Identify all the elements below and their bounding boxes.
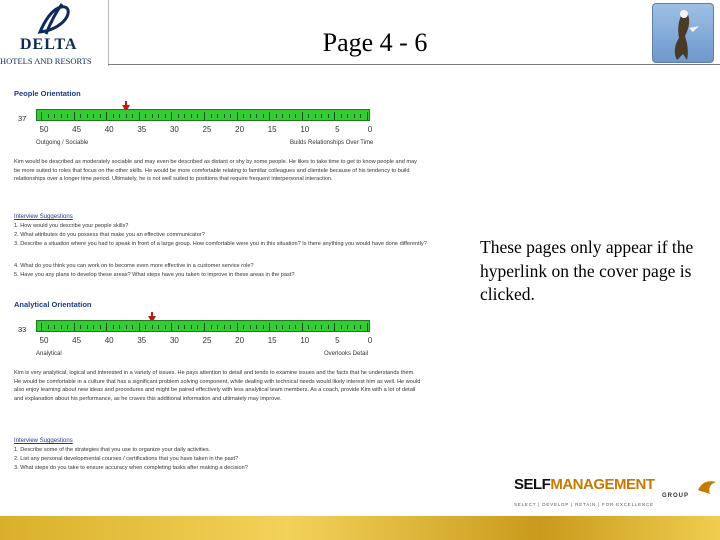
bar-tick — [184, 114, 185, 118]
axis-tick-label: 15 — [267, 336, 277, 345]
bar-tick — [93, 325, 94, 329]
bar-tick — [204, 323, 205, 331]
sm-group-label: GROUP — [662, 493, 690, 499]
bar-tick — [230, 325, 231, 329]
bar-tick — [211, 114, 212, 118]
slide-header — [0, 0, 720, 66]
bar-tick — [321, 114, 322, 118]
axis-left-label-people: Outgoing / Sociable — [36, 140, 89, 146]
axis-tick-label: 35 — [137, 336, 147, 345]
bar-tick — [289, 114, 290, 118]
bar-tick — [191, 325, 192, 329]
bar-tick — [158, 325, 159, 329]
axis-tick-label: 45 — [72, 336, 82, 345]
score-bar-analytical — [36, 320, 370, 332]
bar-tick — [243, 325, 244, 329]
bar-tick — [145, 325, 146, 329]
header-divider-vertical — [108, 0, 109, 66]
bar-tick — [54, 114, 55, 118]
bar-tick — [67, 114, 68, 118]
bar-tick — [289, 325, 290, 329]
summary-paragraph-analytical: Kim is very analytical, logical and interested in a variety of issues. He pays attention to detail and tends to examine issues and the facts that he understands them. He would be comfortable in a culture that has a significant problem solving component, while dealing with technical needs would likely interest him as well. He would also enjoy learning about new ideas and procedures and might be paired effectively with less analytical team members. As a coach, provide Kim with a lot of detail and explanation about his performance, as he craves this additional information and ultimately may improve. — [14, 370, 421, 402]
score-bar-people — [36, 109, 370, 121]
bar-tick — [276, 114, 277, 118]
bar-tick — [367, 112, 368, 120]
bar-tick — [100, 114, 101, 118]
bar-tick — [308, 114, 309, 118]
bar-tick — [197, 325, 198, 329]
report-scan — [0, 66, 440, 516]
bar-tick — [41, 112, 42, 120]
bar-tick — [106, 112, 107, 120]
bar-tick — [178, 325, 179, 329]
bar-tick — [276, 325, 277, 329]
bar-tick — [230, 114, 231, 118]
score-people: 37 — [18, 114, 27, 123]
hyperlink-note: These pages only appear if the hyperlink on the cover page is clicked. — [480, 237, 694, 305]
eagle-icon — [653, 4, 715, 64]
axis-tick-label: 50 — [39, 336, 49, 345]
bar-tick — [217, 325, 218, 329]
axis-right-label-people: Builds Relationships Over Time — [290, 140, 374, 146]
bar-tick — [41, 323, 42, 331]
question-item: 1. Describe some of the strategies that you use to organize your daily activities. — [14, 447, 211, 453]
axis-tick-label: 20 — [235, 336, 245, 345]
bar-tick — [165, 114, 166, 118]
axis-tick-label: 35 — [137, 125, 147, 134]
bar-tick — [217, 114, 218, 118]
bar-tick — [237, 112, 238, 120]
axis-tick-label: 50 — [39, 125, 49, 134]
axis-tick-label: 25 — [202, 336, 212, 345]
sm-wordmark — [514, 476, 655, 493]
question-item: 2. What attributes do you possess that make you an effective communicator? — [14, 232, 205, 238]
bar-tick — [295, 325, 296, 329]
axis-tick-label: 30 — [169, 336, 179, 345]
bar-tick — [171, 112, 172, 120]
self-management-logo — [512, 472, 720, 512]
axis-tick-label: 5 — [335, 125, 340, 134]
question-item: 5. Have you any plans to develop these areas? What steps have you taken to improve in these areas in the past? — [14, 272, 295, 278]
bar-tick — [197, 114, 198, 118]
bar-tick — [354, 325, 355, 329]
question-item: 2. List any personal developmental courses / certifications that you have taken in the past? — [14, 456, 239, 462]
bar-tick — [132, 325, 133, 329]
bar-tick — [139, 112, 140, 120]
bar-tick — [256, 325, 257, 329]
bar-tick — [113, 325, 114, 329]
question-item: 3. What steps do you take to ensure accuracy when completing tasks after making a decision? — [14, 465, 248, 471]
bar-tick — [158, 114, 159, 118]
delta-logo — [0, 0, 110, 66]
bar-tick — [67, 325, 68, 329]
bar-tick — [152, 114, 153, 118]
axis-tick-label: 45 — [72, 125, 82, 134]
bar-tick — [178, 114, 179, 118]
bar-tick — [93, 114, 94, 118]
bar-tick — [80, 114, 81, 118]
bar-tick — [263, 325, 264, 329]
bar-tick — [100, 325, 101, 329]
bar-tick — [360, 325, 361, 329]
bar-tick — [341, 114, 342, 118]
section-heading-people: People Orientation — [14, 89, 81, 98]
logo-subtext: HOTELS AND RESORTS — [0, 56, 92, 66]
bar-tick — [54, 325, 55, 329]
bar-tick — [295, 114, 296, 118]
bar-tick — [269, 112, 270, 120]
bar-tick — [347, 114, 348, 118]
bar-tick — [126, 325, 127, 329]
bar-tick — [367, 323, 368, 331]
header-divider-horizontal — [108, 64, 720, 65]
bar-tick — [308, 325, 309, 329]
bar-tick — [119, 114, 120, 118]
bar-tick — [263, 114, 264, 118]
bar-tick — [302, 323, 303, 331]
sm-word-management: MANAGEMENT — [550, 476, 655, 493]
bar-tick — [184, 325, 185, 329]
axis-left-label-analytical: Analytical — [36, 351, 62, 357]
bar-tick — [165, 325, 166, 329]
axis-tick-label: 10 — [300, 336, 310, 345]
bar-tick — [126, 114, 127, 118]
bird-icon — [696, 478, 718, 500]
bar-tick — [48, 114, 49, 118]
bar-tick — [145, 114, 146, 118]
axis-tick-label: 30 — [169, 125, 179, 134]
interview-heading-analytical: Interview Suggestions — [14, 438, 73, 444]
axis-tick-label: 5 — [335, 336, 340, 345]
bar-tick — [171, 323, 172, 331]
bar-tick — [315, 114, 316, 118]
bar-tick — [48, 325, 49, 329]
bar-tick — [87, 114, 88, 118]
bar-tick — [354, 114, 355, 118]
eagle-image — [652, 3, 714, 63]
bar-tick — [282, 114, 283, 118]
bar-tick — [224, 325, 225, 329]
axis-tick-label: 25 — [202, 125, 212, 134]
score-analytical: 33 — [18, 325, 27, 334]
bar-tick — [321, 325, 322, 329]
bar-tick — [328, 114, 329, 118]
bar-tick — [211, 325, 212, 329]
bar-tick — [347, 325, 348, 329]
page-title: Page 4 - 6 — [322, 28, 428, 57]
bar-tick — [269, 323, 270, 331]
bar-tick — [302, 112, 303, 120]
bar-tick — [74, 112, 75, 120]
axis-tick-label: 40 — [104, 336, 114, 345]
axis-tick-label: 40 — [104, 125, 114, 134]
bar-tick — [113, 114, 114, 118]
bar-tick — [106, 323, 107, 331]
summary-paragraph-people: Kim would be described as moderately sociable and may even be described as distant or shy by some people. He likes to take time to get to know people and may be more suited to roles that focus on the other skills. He would be more comfortable relating to familiar colleagues and clientele because of his tendency to build relationships over a longer time period. Ultimately, he is not well suited to positions that require frequent interpersonal interaction. — [14, 159, 417, 183]
bar-tick — [243, 114, 244, 118]
bar-tick — [119, 325, 120, 329]
bar-tick — [341, 325, 342, 329]
bar-tick — [250, 325, 251, 329]
delta-d-icon — [22, 2, 82, 36]
bar-tick — [360, 114, 361, 118]
axis-right-label-analytical: Overlooks Detail — [324, 351, 369, 357]
bar-tick — [139, 323, 140, 331]
question-item: 4. What do you think you can work on to become even more effective in a customer service role? — [14, 263, 254, 269]
axis-tick-label: 0 — [367, 125, 373, 134]
bar-tick — [224, 114, 225, 118]
sm-tagline: SELECT | DEVELOP | RETAIN | FOR EXCELLENCE — [514, 502, 654, 507]
question-item: 1. How would you describe your people skills? — [14, 223, 129, 229]
bar-tick — [61, 325, 62, 329]
bar-tick — [334, 112, 335, 120]
section-heading-analytical: Analytical Orientation — [14, 300, 92, 309]
footer-stripe — [0, 516, 720, 540]
sm-word-self: SELF — [514, 476, 551, 493]
logo-wordmark: DELTA — [20, 36, 78, 53]
bar-tick — [315, 325, 316, 329]
bar-tick — [191, 114, 192, 118]
bar-tick — [152, 325, 153, 329]
question-item: 3. Describe a situation where you had to speak in front of a large group. How comfortable were you in this situation? Is there anything you would have done differently? — [14, 241, 427, 247]
bar-tick — [282, 325, 283, 329]
bar-tick — [334, 323, 335, 331]
axis-tick-label: 10 — [300, 125, 310, 134]
bar-tick — [74, 323, 75, 331]
bar-tick — [204, 112, 205, 120]
bar-tick — [256, 114, 257, 118]
bar-tick — [80, 325, 81, 329]
bar-tick — [250, 114, 251, 118]
bar-tick — [87, 325, 88, 329]
bar-tick — [237, 323, 238, 331]
bar-tick — [61, 114, 62, 118]
bar-tick — [328, 325, 329, 329]
interview-heading-people: Interview Suggestions — [14, 214, 73, 220]
bar-tick — [132, 114, 133, 118]
axis-tick-label: 20 — [235, 125, 245, 134]
axis-tick-label: 0 — [367, 336, 373, 345]
axis-tick-label: 15 — [267, 125, 277, 134]
